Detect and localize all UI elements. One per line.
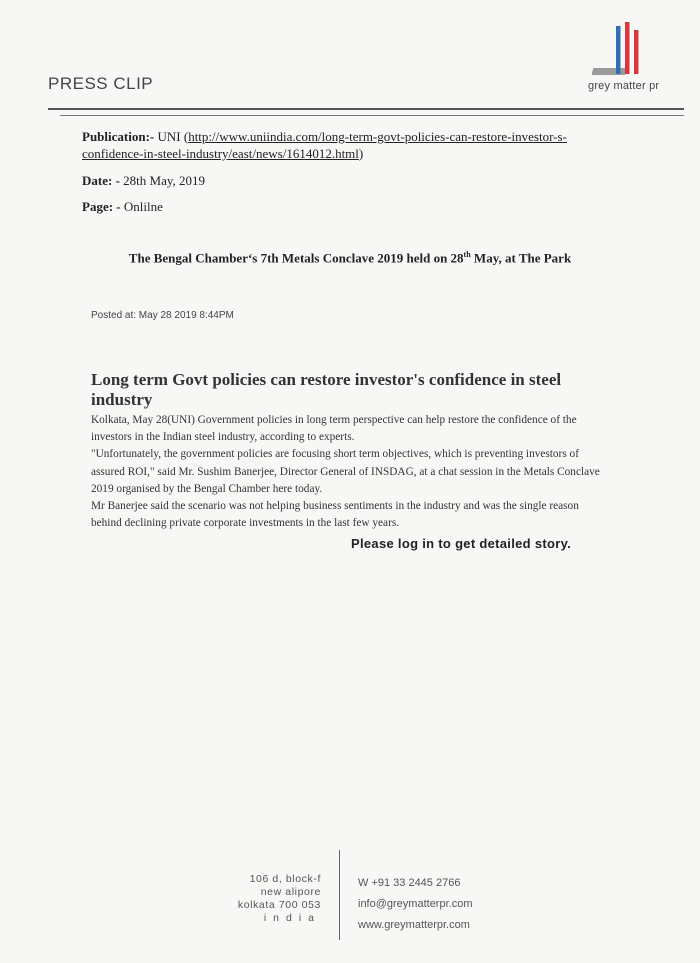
date-value: 28th May, 2019	[123, 173, 206, 188]
event-title-end: May, at The Park	[470, 250, 572, 266]
article-paragraph-1: Kolkata, May 28(UNI) Government policies in long term perspective can help restore the confidence of the investors in the Indian steel industry, according to experts.	[91, 414, 577, 444]
article-paragraph-3: Mr Banerjee said the scenario was not helping business sentiments in the industry and was the single reason behind declining private corporate investments in the last few years.	[91, 500, 579, 530]
event-title	[0, 250, 700, 266]
logo-red-bar-2	[634, 30, 639, 74]
footer-website[interactable]: www.greymatterpr.com	[358, 919, 470, 931]
logo-blue-bar	[616, 26, 621, 74]
event-title-main: The Bengal Chamber‘s 7th Metals Conclave 2019 held on 28	[128, 250, 464, 266]
date-label: Date: -	[82, 173, 120, 188]
page-value: Onlilne	[123, 199, 163, 214]
footer-contact	[358, 873, 473, 936]
footer-divider	[339, 850, 340, 940]
footer-address	[229, 873, 321, 925]
logo-red-bar-1	[625, 22, 630, 74]
address-line-3: kolkata 700 053	[237, 899, 321, 911]
publication-line	[82, 128, 612, 162]
article-headline: Long term Govt policies can restore investor's confidence in steel industry	[91, 370, 562, 409]
logo-text: grey matter pr	[588, 80, 660, 92]
login-prompt[interactable]: Please log in to get detailed story.	[351, 536, 572, 551]
publication-value: UNI	[157, 129, 181, 144]
footer-phone: W +91 33 2445 2766	[358, 877, 461, 889]
logo-grey-bar	[592, 68, 628, 75]
event-title-sup: th	[463, 250, 471, 259]
header-divider-thin	[60, 115, 684, 116]
article-body	[91, 412, 611, 532]
press-clip-title: PRESS CLIP	[48, 74, 154, 93]
page-line	[82, 199, 163, 215]
footer-email[interactable]: info@greymatterpr.com	[358, 898, 473, 910]
address-line-1: 106 d, block-f	[249, 873, 321, 885]
publication-label: Publication:-	[82, 129, 155, 144]
publication-url-link[interactable]: http://www.uniindia.com/long-term-govt-policies-can-restore-investor-s-confidence-in-steel-industry/east/news/1614012.html	[82, 129, 567, 161]
publication-close-paren: )	[358, 146, 364, 161]
posted-timestamp: Posted at: May 28 2019 8:44PM	[91, 310, 234, 321]
header-divider	[48, 108, 684, 110]
date-line	[82, 173, 205, 189]
address-line-2: new alipore	[260, 886, 321, 898]
publication-open-paren: (	[183, 129, 189, 144]
article-paragraph-2: "Unfortunately, the government policies are focusing short term objectives, which is preventing investors of assured ROI," said Mr. Sushim Banerjee, Director General of INSDAG, at a chat session in the Metals Conclave 2019 organised by the Bengal Chamber here today.	[91, 448, 600, 495]
address-line-4: india	[263, 912, 321, 924]
page-label: Page: -	[82, 199, 121, 214]
